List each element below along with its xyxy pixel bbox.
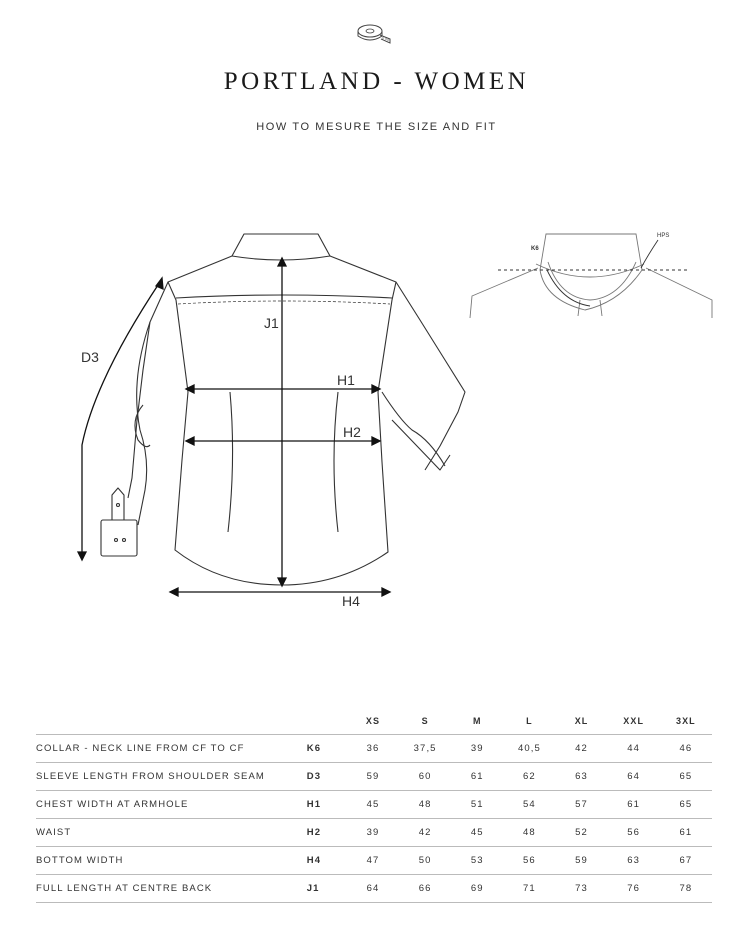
label-hps: HPS <box>657 233 670 239</box>
row-value: 69 <box>451 875 503 903</box>
size-header: XL <box>555 707 607 735</box>
size-header: M <box>451 707 503 735</box>
size-table <box>36 707 712 903</box>
row-code: D3 <box>307 763 347 791</box>
label-d3: D3 <box>81 349 99 365</box>
row-value: 42 <box>555 735 607 763</box>
row-value: 78 <box>660 875 712 903</box>
row-label: BOTTOM WIDTH <box>36 847 307 875</box>
row-value: 56 <box>608 819 660 847</box>
row-value: 57 <box>555 791 607 819</box>
label-k6: K6 <box>531 246 539 252</box>
row-value: 59 <box>347 763 399 791</box>
table-row <box>36 819 712 847</box>
row-value: 51 <box>451 791 503 819</box>
row-value: 71 <box>503 875 555 903</box>
row-value: 56 <box>503 847 555 875</box>
row-value: 50 <box>399 847 451 875</box>
table-row <box>36 735 712 763</box>
size-header: L <box>503 707 555 735</box>
row-value: 44 <box>608 735 660 763</box>
row-value: 62 <box>503 763 555 791</box>
row-code: J1 <box>307 875 347 903</box>
row-value: 48 <box>503 819 555 847</box>
row-value: 39 <box>347 819 399 847</box>
row-value: 67 <box>660 847 712 875</box>
label-h2: H2 <box>343 424 361 440</box>
label-j1: J1 <box>264 315 279 331</box>
row-value: 60 <box>399 763 451 791</box>
row-label: FULL LENGTH AT CENTRE BACK <box>36 875 307 903</box>
row-value: 42 <box>399 819 451 847</box>
row-value: 64 <box>347 875 399 903</box>
row-value: 65 <box>660 791 712 819</box>
size-header-row <box>36 707 712 735</box>
table-row <box>36 763 712 791</box>
row-label: CHEST WIDTH AT ARMHOLE <box>36 791 307 819</box>
row-value: 54 <box>503 791 555 819</box>
row-value: 64 <box>608 763 660 791</box>
row-value: 39 <box>451 735 503 763</box>
size-header: 3XL <box>660 707 712 735</box>
collar-detail-drawing <box>470 234 712 318</box>
row-value: 65 <box>660 763 712 791</box>
page-title: PORTLAND - WOMEN <box>223 68 530 95</box>
row-value: 76 <box>608 875 660 903</box>
row-value: 66 <box>399 875 451 903</box>
row-value: 47 <box>347 847 399 875</box>
row-code: K6 <box>307 735 347 763</box>
row-code: H1 <box>307 791 347 819</box>
label-h1: H1 <box>337 372 355 388</box>
row-value: 61 <box>660 819 712 847</box>
row-label: WAIST <box>36 819 307 847</box>
row-value: 48 <box>399 791 451 819</box>
row-value: 36 <box>347 735 399 763</box>
row-label: COLLAR - NECK LINE FROM CF TO CF <box>36 735 307 763</box>
shirt-back-drawing <box>101 234 465 585</box>
label-h4: H4 <box>342 593 360 609</box>
row-value: 59 <box>555 847 607 875</box>
row-value: 53 <box>451 847 503 875</box>
row-label: SLEEVE LENGTH FROM SHOULDER SEAM <box>36 763 307 791</box>
size-header: S <box>399 707 451 735</box>
size-header: XS <box>347 707 399 735</box>
row-value: 37,5 <box>399 735 451 763</box>
row-code: H2 <box>307 819 347 847</box>
row-value: 40,5 <box>503 735 555 763</box>
row-value: 73 <box>555 875 607 903</box>
row-code: H4 <box>307 847 347 875</box>
blank-code-header <box>307 707 347 735</box>
row-value: 61 <box>608 791 660 819</box>
row-value: 63 <box>555 763 607 791</box>
size-header: XXL <box>608 707 660 735</box>
table-row <box>36 875 712 903</box>
row-value: 63 <box>608 847 660 875</box>
page-subtitle: HOW TO MESURE THE SIZE AND FIT <box>256 121 497 133</box>
row-value: 61 <box>451 763 503 791</box>
table-row <box>36 791 712 819</box>
row-value: 45 <box>347 791 399 819</box>
row-value: 46 <box>660 735 712 763</box>
blank-header <box>36 707 307 735</box>
row-value: 52 <box>555 819 607 847</box>
row-value: 45 <box>451 819 503 847</box>
table-row <box>36 847 712 875</box>
